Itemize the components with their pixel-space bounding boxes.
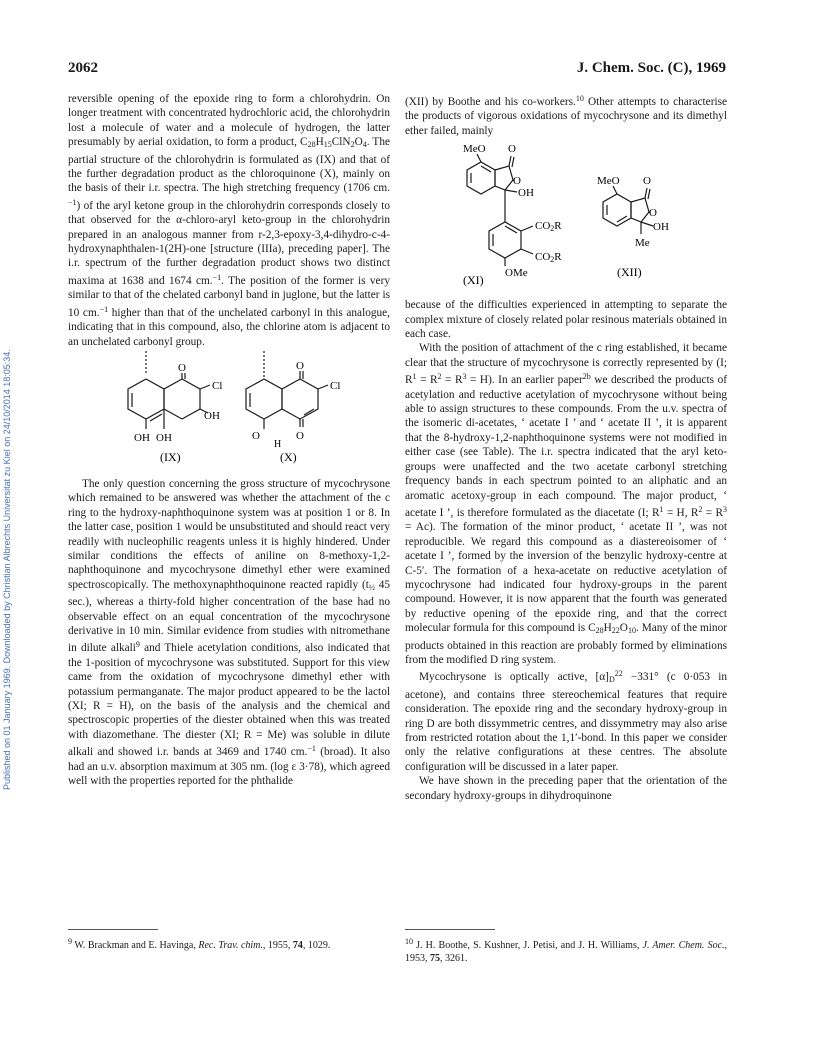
paragraph: We have shown in the preceding paper that the orientation of the secondary hydroxy-groups in dihydroquinone <box>405 775 727 802</box>
structures-xi-xii <box>405 138 727 298</box>
ix-oh-left: OH <box>134 431 150 444</box>
xi-meo: MeO <box>463 143 486 156</box>
x-cl: Cl <box>330 379 341 392</box>
download-notice: Published on 01 January 1969. Downloaded by Christian Albrechts Universitat zu Kiel on 24/10/2014 18:05:34. <box>2 349 12 791</box>
paragraph: because of the difficulties experienced in attempting to separate the complex mixture of closely related polar resinous materials obtained in each case. <box>405 299 727 341</box>
ix-label: (IX) <box>160 449 181 464</box>
structure-x <box>246 349 328 429</box>
footnote-rule <box>68 929 158 930</box>
xi-oh: OH <box>518 187 534 200</box>
page-number: 2062 <box>68 60 98 76</box>
journal-header: J. Chem. Soc. (C), 1969 <box>576 60 726 76</box>
right-column <box>405 92 727 803</box>
xi-carbonyl-o: O <box>508 143 516 156</box>
paragraph: (XII) by Boothe and his co-workers.$^{10}$ Other attempts to characterise the products of vigorous oxidations of mycochrysone and its dimethyl ether failed, mainly <box>405 94 728 137</box>
xii-label: (XII) <box>617 265 642 280</box>
ix-oh-mid: OH <box>156 431 172 444</box>
xii-oh: OH <box>653 221 669 234</box>
xii-ring-o: O <box>649 207 657 220</box>
footnote-9: $^9$ W. Brackman and E. Havinga, Rec. Trav. chim., 1955, 74, 1029. <box>68 937 331 951</box>
xi-co2r-top: CO2R <box>535 220 562 234</box>
left-column <box>68 92 390 788</box>
paragraph: reversible opening of the epoxide ring to form a chlorohydrin. On longer treatment with concentrated hydrochloric acid, the chlorohydrin lost a molecule of water and a molecule of hydrogen, the latter presumably by aerial oxidation, to form a product, $C_{28}H_{15}ClN_2O_4$. The partial structure of the chlorohydrin is formulated as (IX) and that of the further degradation product as the chloroquinone (X), mainly on the basis of their i.r. spectra. The high stretching frequency (1706 cm.$^{-1}$) of the aryl ketone group in the chlorohydrin corresponds closely to that observed for the α-chloro-aryl keto-group in the chlorohydrin prepared in an analogous manner from r-2,3-epoxy-3,4-dihydro-c-4-hydroxynaphthalen-1(2H)-one [structure (IIIa), preceding paper]. The i.r. spectrum of the further degradation product shows two distinct maxima at 1638 and 1674 cm.$^{-1}$. The position of the former is very similar to that of the chelated carbonyl band in juglone, but the latter is 10 cm.$^{-1}$ higher than that of the unchelated carbonyl in this analogue, indicating that in this compound, also, the chlorine atom is adjacent to an unchelated carbonyl group. <box>68 93 390 348</box>
x-carbonyl-o-bottom: O <box>296 429 304 442</box>
xii-carbonyl-o: O <box>643 175 651 188</box>
ix-cl: Cl <box>212 379 223 392</box>
structures-ix-x <box>68 349 390 477</box>
x-label: (X) <box>280 449 297 464</box>
paragraph: The only question concerning the gross structure of mycochrysone which remained to be answered was whether the attachment of the c ring to the hydroxy-naphthoquinone system was at position 1 or 8. In the latter case, position 1 would be unsubstituted and should react very readily with nucleophilic reagents unless it is highly hindered. Under similar conditions the effects of aniline on 8-methoxy-1,2-naphthoquinone and mycochrysone dimethyl ether were examined spectroscopically. The methoxynaphthoquinone reacted rapidly ($t_{\frac{1}{2}}$ 45 sec.), whereas a thirty-fold higher concentration of the base had no observable effect on an equal concentration of the mycochrysone derivative in 10 min. Similar evidence from studies with nitromethane in dilute alkali$^9$ and Thiele acetylation conditions, also indicated that the 1-position of mycochrysone was substituted. Support for this view came from the oxidation of mycochrysone dimethyl ether with potassium permanganate. The major product appeared to be the lactol (XI; R = H), on the basis of the analysis and the chemical and spectroscopic properties of the diester obtained when this was treated with diazomethane. The diester (XI; R = Me) was soluble in dilute alkali and showed i.r. bands at 3469 and 1740 cm.$^{-1}$ (broad). It also had an u.v. absorption maximum at 305 nm. (log ε 3·78), which agreed well with the properties reported for the phthalide <box>68 477 390 788</box>
x-o: O <box>252 429 260 442</box>
paragraph: With the position of attachment of the c ring established, it became clear that the structure of mycochrysone is correctly represented by (I; $R^1 = R^2 = R^3 = H$). In an earlier paper$^{2b}$ we described the products of acetylation and reductive acetylation of mycochrysone without being able to assign structures to these compounds. From the u.v. spectra of the isomeric di-acetates, ‘ acetate I ’ and ‘ acetate II ’, it is apparent that the 8-hydroxy-1,2-naphthoquinone systems were not modified in either case (see Table). The i.r. spectra indicated that the aryl keto-groups were unaffected and the two acetate carbonyl stretching frequency bands in each spectrum pointed to an aliphatic and an aromatic acetoxy-group in each compound. The major product, ‘ acetate I ’, is therefore formulated as the diacetate (I; $R^1 = H$, $R^2 = R^3 = Ac$). The formation of the minor product, ‘ acetate II ’, was not reproducible. We regard this compound as a diastereoisomer of ‘ acetate I ’, formed by the inversion of the benzylic hydroxy-centre at C-5′. The formation of a hexa-acetate on reductive acetylation of mycochrysone had indicated four hydroxy-groups in the parent compound. However, it is now apparent that the fourth was generated by reductive opening of the epoxide ring, and that the correct molecular formula for this compound is $C_{28}H_{22}O_{10}$. Many of the minor products obtained in this reaction are probably formed by eliminations from the modified D ring system. <box>405 342 727 666</box>
xi-ome: OMe <box>505 267 528 280</box>
paragraph: Mycochrysone is optically active, $[\alpha]_D^{22} -331^\circ$ (c 0·053 in acetone), and contains three stereochemical features that require consideration. The epoxide ring and the secondary hydroxy-group in ring D are both dissymmetric centres, and dissymmetry may also arise from restricted rotation about the 1,1′-bond. In this paper we consider only the relative configurations at these centres. The absolute configuration will be discussed in a later paper. <box>405 669 727 773</box>
xi-label: (XI) <box>463 273 484 288</box>
structure-xi <box>467 154 533 266</box>
ix-oh: OH <box>204 409 220 422</box>
xi-ring-o: O <box>513 175 521 188</box>
footnote-rule <box>405 929 495 930</box>
ix-carbonyl-o: O <box>178 361 186 374</box>
xii-me: Me <box>635 237 650 250</box>
x-h: H <box>274 438 282 450</box>
footnote-10: $^{10}$ J. H. Boothe, S. Kushner, J. Petisi, and J. H. Williams, J. Amer. Chem. Soc., 1953, 75, 3261. <box>405 937 728 964</box>
xii-meo: MeO <box>597 175 620 188</box>
structure-ix <box>128 349 210 429</box>
structure-xii <box>603 186 653 234</box>
x-carbonyl-o-top: O <box>296 359 304 372</box>
xi-co2r-bottom: CO2R <box>535 251 562 265</box>
